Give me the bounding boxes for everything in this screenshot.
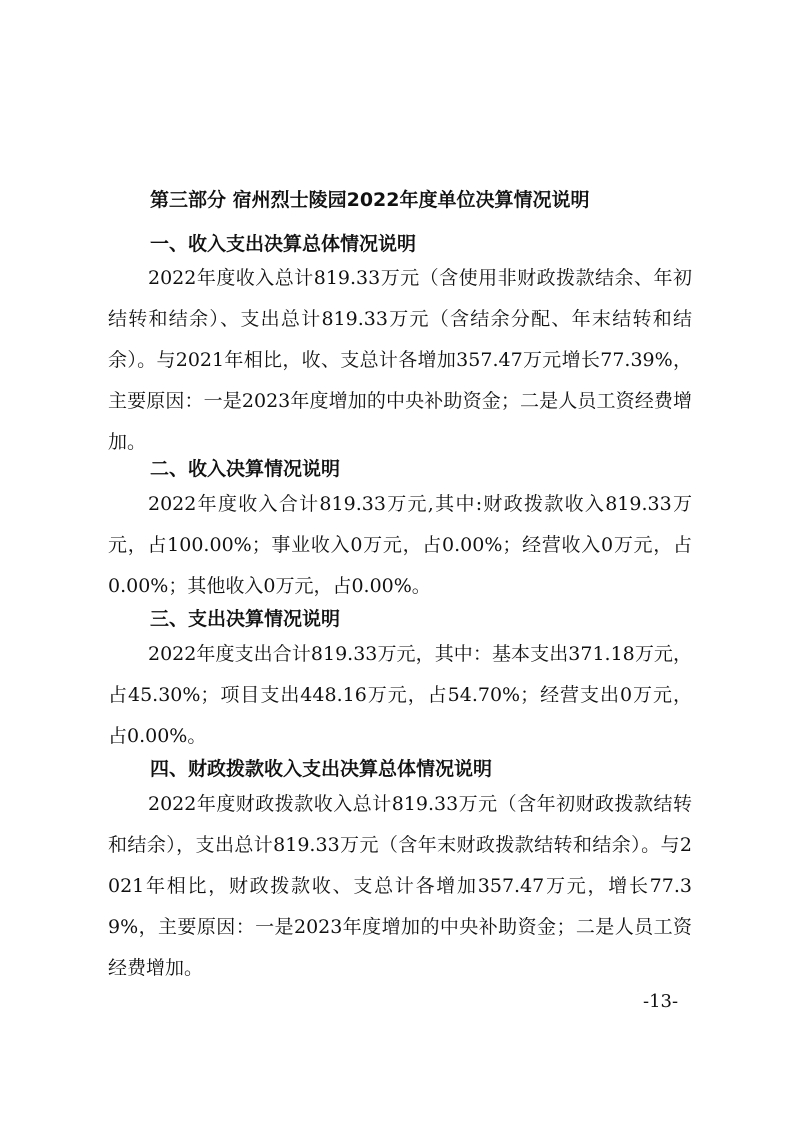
section-4-paragraph: 2022年度财政拨款收入总计819.33万元（含年初财政拨款结转和结余），支出总计819.33万元（含年末财政拨款结转和结余）。与2021年相比，财政拨款收、支总计各增加357.47万元，增长77.39%，主要原因：一是2023年度增加的中央补助资金；二是人员工资经费增加。 bbox=[108, 793, 692, 979]
section-3-paragraph: 2022年度支出合计819.33万元，其中：基本支出371.18万元，占45.30%；项目支出448.16万元，占54.70%；经营支出0万元，占0.00%。 bbox=[108, 643, 692, 747]
part-title: 第三部分 宿州烈士陵园2022年度单位决算情况说明 bbox=[150, 189, 590, 211]
section-1-heading: 一、收入支出决算总体情况说明 bbox=[150, 233, 417, 255]
page-number: -13- bbox=[643, 991, 679, 1012]
section-1-paragraph: 2022年度收入总计819.33万元（含使用非财政拨款结余、年初结转和结余）、支出总计819.33万元（含结余分配、年末结转和结余）。与2021年相比，收、支总计各增加357.47万元增长77.39%，主要原因：一是2023年度增加的中央补助资金；二是人员工资经费增加。 bbox=[108, 267, 692, 453]
section-3-heading: 三、支出决算情况说明 bbox=[150, 608, 341, 630]
section-2-paragraph: 2022年度收入合计819.33万元,其中:财政拨款收入819.33万元，占100.00%；事业收入0万元，占0.00%；经营收入0万元，占0.00%；其他收入0万元，占0.00%。 bbox=[108, 493, 692, 597]
section-4-heading: 四、财政拨款收入支出决算总体情况说明 bbox=[150, 758, 493, 780]
section-2-heading: 二、收入决算情况说明 bbox=[150, 458, 341, 480]
